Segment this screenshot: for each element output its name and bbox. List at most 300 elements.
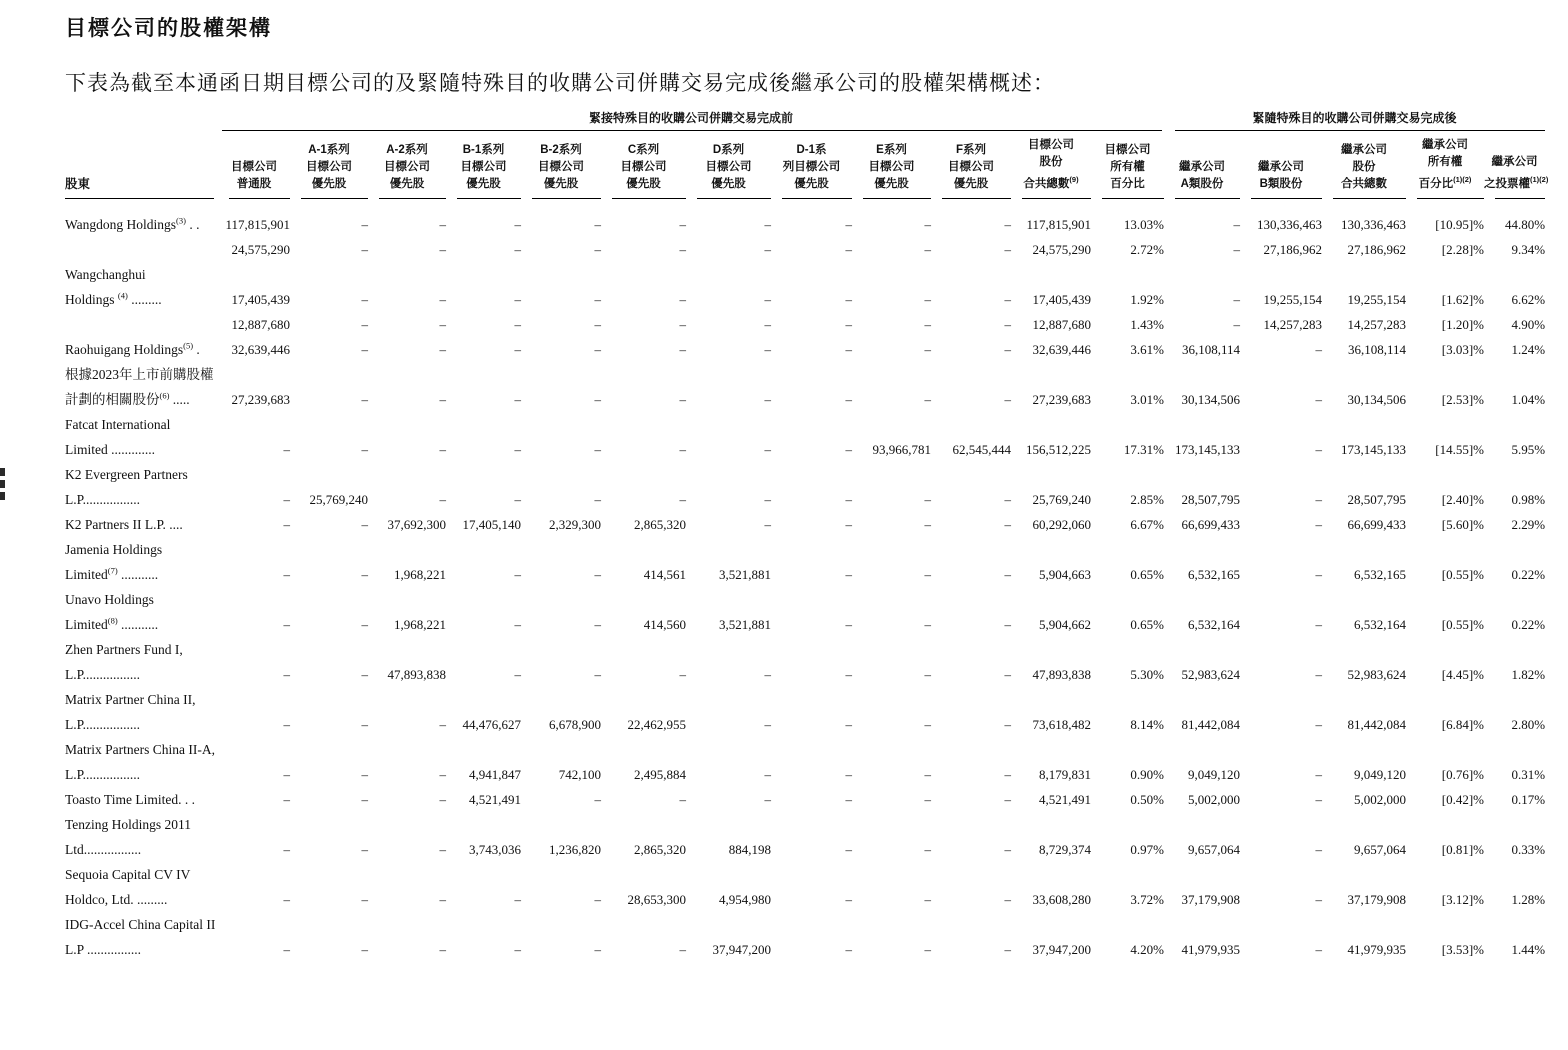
table-cell-successor-voting-power: 4.90% <box>1511 316 1546 332</box>
column-header-line: 普通股 <box>236 177 272 190</box>
column-header-line: 優先股 <box>874 177 909 190</box>
table-row <box>65 337 1545 362</box>
table-cell-series-c-preferred: 28,653,300 <box>627 891 686 907</box>
table-cell-series-a1-preferred: – <box>361 941 368 957</box>
table-cell-series-a1-preferred: – <box>361 291 368 307</box>
table-row <box>65 212 1545 237</box>
table-cell-series-f-preferred: – <box>1004 241 1011 257</box>
table-cell-successor-class-a: – <box>1233 241 1241 257</box>
shareholder-name: Unavo Holdings <box>65 591 154 607</box>
table-cell-series-c-preferred: – <box>679 341 686 357</box>
table-cell-series-b1-preferred: – <box>514 666 521 682</box>
empty-cells <box>218 462 1545 487</box>
column-header-series-a1-preferred <box>290 131 368 199</box>
table-cell-successor-class-a: 9,657,064 <box>1188 841 1241 857</box>
table-cell-series-d-preferred: 884,198 <box>728 841 771 857</box>
table-cell-series-e-preferred: – <box>924 291 931 307</box>
table-cell-series-f-preferred: – <box>1004 716 1011 732</box>
group-header-pre <box>218 110 1164 131</box>
column-header-line: 目標公司 <box>1028 139 1074 151</box>
edge-mark <box>0 480 5 488</box>
table-cell-successor-class-b: – <box>1315 791 1323 807</box>
table-cell-series-d1-preferred: – <box>845 941 852 957</box>
table-cell-series-b2-preferred: – <box>594 891 601 907</box>
table-cell-series-b2-preferred: – <box>594 616 601 632</box>
table-cell-successor-ownership-pct: [0.55]% <box>1441 566 1485 582</box>
column-header-line: 股份 <box>1352 160 1376 173</box>
table-cell-successor-total-shares: 37,179,908 <box>1347 891 1407 907</box>
table-cell-series-c-preferred: – <box>679 216 686 232</box>
table-cell-successor-voting-power: 44.80% <box>1504 216 1546 232</box>
table-cell-successor-voting-power: 1.28% <box>1511 891 1546 907</box>
intro-paragraph: 下表為截至本通函日期目標公司的及緊隨特殊目的收購公司併購交易完成後繼承公司的股權架構概述： <box>65 71 1055 95</box>
column-header-line: 股份 <box>1039 156 1063 168</box>
table-cell-target-ownership-pct: 0.90% <box>1130 766 1165 782</box>
table-cell-series-a2-preferred: – <box>439 341 446 357</box>
table-cell-series-c-preferred: 2,865,320 <box>634 841 686 857</box>
table-cell-series-a2-preferred: – <box>439 391 446 407</box>
table-cell-series-f-preferred: – <box>1004 216 1011 232</box>
table-cell-series-a1-preferred: – <box>361 566 368 582</box>
table-cell-series-d1-preferred: – <box>845 616 852 632</box>
table-cell-successor-ownership-pct: [2.40]% <box>1441 491 1485 507</box>
table-row <box>65 412 1545 437</box>
table-cell-series-a1-preferred: – <box>361 616 368 632</box>
table-cell-target-total-shares: 37,947,200 <box>1032 941 1091 957</box>
table-cell-successor-class-b: – <box>1315 716 1323 732</box>
table-cell-target-total-shares: 5,904,662 <box>1039 616 1091 632</box>
table-cell-target-ownership-pct: 2.72% <box>1130 241 1165 257</box>
table-cell-successor-ownership-pct: [2.28]% <box>1441 241 1485 257</box>
table-cell-successor-total-shares: 14,257,283 <box>1347 316 1407 332</box>
column-header-line: C系列 <box>627 143 660 156</box>
group-header-spacer <box>65 110 218 131</box>
table-cell-series-d-preferred: 37,947,200 <box>712 941 771 957</box>
table-cell-series-d-preferred: 3,521,881 <box>719 616 771 632</box>
table-cell-target-ordinary-shares: – <box>283 791 290 807</box>
table-cell-successor-ownership-pct: [0.81]% <box>1441 841 1485 857</box>
table-cell-series-a1-preferred: – <box>361 766 368 782</box>
table-cell-successor-total-shares: 36,108,114 <box>1347 341 1407 357</box>
footnote-marker: (3) <box>176 215 186 226</box>
table-cell-successor-class-b: 27,186,962 <box>1263 241 1323 257</box>
table-cell-series-d1-preferred: – <box>845 716 852 732</box>
table-cell-series-d1-preferred: – <box>845 666 852 682</box>
column-header-line: 優先股 <box>953 177 989 190</box>
table-cell-series-f-preferred: – <box>1004 341 1011 357</box>
table-cell-successor-class-a: 173,145,133 <box>1175 441 1241 457</box>
table-cell-series-a1-preferred: – <box>361 241 368 257</box>
column-header-line: A-2系列 <box>386 143 428 156</box>
table-cell-series-e-preferred: 93,966,781 <box>872 441 931 457</box>
table-cell-series-c-preferred: – <box>679 441 686 457</box>
table-cell-target-ownership-pct: 0.65% <box>1130 616 1165 632</box>
footnote-marker: (8) <box>107 615 118 626</box>
table-cell-series-a2-preferred: – <box>439 941 446 957</box>
table-cell-series-e-preferred: – <box>924 791 931 807</box>
table-cell-series-b2-preferred: – <box>594 941 601 957</box>
table-cell-successor-total-shares: 5,002,000 <box>1354 791 1407 807</box>
table-cell-successor-total-shares: 52,983,624 <box>1347 666 1407 682</box>
column-header-line: A類股份 <box>1180 177 1224 190</box>
table-cell-series-b1-preferred: – <box>514 891 521 907</box>
table-cell-series-d1-preferred: – <box>845 516 852 532</box>
table-cell-target-ordinary-shares: – <box>283 566 290 582</box>
column-header-line: 列目標公司 <box>782 160 841 173</box>
table-cell-successor-voting-power: 0.22% <box>1511 566 1546 582</box>
table-cell-successor-ownership-pct: [14.55]% <box>1435 441 1485 457</box>
column-header-line: 繼承公司 <box>1341 143 1388 156</box>
table-cell-target-ordinary-shares: – <box>283 491 290 507</box>
table-cell-series-a1-preferred: – <box>361 791 368 807</box>
table-cell-series-b2-preferred: 1,236,820 <box>549 841 601 857</box>
table-cell-successor-voting-power: 5.95% <box>1511 441 1546 457</box>
table-cell-target-ordinary-shares: 117,815,901 <box>225 216 290 232</box>
table-cell-target-ordinary-shares: 27,239,683 <box>231 391 290 407</box>
table-cell-target-total-shares: 8,729,374 <box>1039 841 1091 857</box>
table-cell-series-b1-preferred: – <box>514 216 521 232</box>
table-cell-target-total-shares: 73,618,482 <box>1032 716 1091 732</box>
table-row <box>65 837 1545 862</box>
table-row <box>65 812 1545 837</box>
table-cell-series-a1-preferred: – <box>361 716 368 732</box>
empty-cells <box>218 737 1545 762</box>
column-header-series-d-preferred <box>686 131 771 199</box>
shareholder-name: 計劃的相關股份$^{(6)}$ ..... <box>65 390 190 407</box>
table-row <box>65 287 1545 312</box>
table-cell-target-ownership-pct: 1.92% <box>1130 291 1165 307</box>
shareholder-name: L.P................. <box>65 491 141 507</box>
table-cell-series-f-preferred: – <box>1004 566 1011 582</box>
shareholding-table-wrap <box>65 110 1549 962</box>
table-cell-successor-ownership-pct: [4.45]% <box>1441 666 1485 682</box>
table-cell-successor-ownership-pct: [1.62]% <box>1441 291 1485 307</box>
group-header-row <box>65 110 1545 131</box>
table-cell-series-b2-preferred: – <box>594 316 601 332</box>
table-cell-target-ordinary-shares: – <box>283 766 290 782</box>
table-cell-series-c-preferred: 22,462,955 <box>627 716 686 732</box>
table-cell-successor-total-shares: 6,532,165 <box>1354 566 1407 582</box>
column-header-line: F系列 <box>955 143 987 156</box>
table-cell-target-ordinary-shares: – <box>283 891 290 907</box>
table-row <box>65 762 1545 787</box>
table-cell-series-b1-preferred: – <box>514 241 521 257</box>
group-header-post-label: 緊隨特殊目的收購公司併購交易完成後 <box>1252 111 1457 125</box>
table-cell-target-total-shares: 8,179,831 <box>1039 766 1091 782</box>
table-row <box>65 312 1545 337</box>
table-cell-series-e-preferred: – <box>924 391 931 407</box>
table-cell-series-b1-preferred: – <box>514 316 521 332</box>
table-cell-successor-voting-power: 0.22% <box>1511 616 1546 632</box>
table-cell-target-ordinary-shares: – <box>283 616 290 632</box>
table-cell-series-a2-preferred: – <box>439 791 446 807</box>
table-cell-series-f-preferred: – <box>1004 516 1011 532</box>
table-cell-series-b2-preferred: – <box>594 241 601 257</box>
table-cell-successor-total-shares: 66,699,433 <box>1347 516 1407 532</box>
table-row <box>65 237 1545 262</box>
table-cell-successor-class-a: 5,002,000 <box>1188 791 1241 807</box>
table-row <box>65 662 1545 687</box>
empty-cells <box>218 537 1545 562</box>
shareholder-name: Limited$^{(8)}$ ........... <box>65 615 159 632</box>
table-cell-series-a1-preferred: – <box>361 341 368 357</box>
column-header-target-ordinary-shares <box>218 131 290 199</box>
table-cell-successor-ownership-pct: [0.76]% <box>1441 766 1485 782</box>
table-cell-series-d-preferred: – <box>764 441 771 457</box>
empty-cells <box>218 412 1545 437</box>
table-row <box>65 712 1545 737</box>
table-cell-series-a2-preferred: – <box>439 441 446 457</box>
table-row <box>65 487 1545 512</box>
table-cell-series-f-preferred: – <box>1004 316 1011 332</box>
column-header-line: 優先股 <box>389 177 425 190</box>
table-cell-series-a2-preferred: – <box>439 891 446 907</box>
table-cell-successor-voting-power: 0.31% <box>1511 766 1546 782</box>
column-header-line: 目標公司 <box>231 160 277 173</box>
table-cell-series-a1-preferred: – <box>361 841 368 857</box>
column-header-line: 目標公司 <box>948 160 994 173</box>
table-cell-successor-ownership-pct: [1.20]% <box>1441 316 1485 332</box>
table-cell-series-b2-preferred: 2,329,300 <box>549 516 601 532</box>
table-cell-series-d-preferred: – <box>764 316 771 332</box>
table-cell-series-b1-preferred: 44,476,627 <box>462 716 521 732</box>
table-cell-successor-ownership-pct: [10.95]% <box>1435 216 1485 232</box>
table-cell-target-ownership-pct: 5.30% <box>1130 666 1165 682</box>
table-cell-series-e-preferred: – <box>924 666 931 682</box>
table-cell-series-e-preferred: – <box>924 241 931 257</box>
shareholder-name: L.P................. <box>65 666 141 682</box>
table-cell-series-b2-preferred: – <box>594 791 601 807</box>
footnote-marker: (4) <box>117 290 128 301</box>
column-header-line: 繼承公司 <box>1491 156 1538 168</box>
table-cell-series-b1-preferred: – <box>514 941 521 957</box>
table-cell-series-a2-preferred: – <box>439 766 446 782</box>
shareholder-name <box>65 312 218 337</box>
table-cell-successor-class-a: – <box>1233 216 1241 232</box>
column-header-line: 優先股 <box>794 177 829 190</box>
shareholder-name: K2 Evergreen Partners <box>65 466 188 482</box>
table-cell-series-d-preferred: – <box>764 516 771 532</box>
column-header-successor-total-shares <box>1322 131 1406 199</box>
table-cell-successor-ownership-pct: [0.42]% <box>1441 791 1485 807</box>
table-cell-series-b1-preferred: – <box>514 566 521 582</box>
table-cell-target-total-shares: 33,608,280 <box>1032 891 1091 907</box>
table-cell-series-a1-preferred: – <box>361 891 368 907</box>
table-cell-successor-total-shares: 130,336,463 <box>1341 216 1407 232</box>
table-cell-target-ordinary-shares: – <box>283 516 290 532</box>
table-cell-successor-class-b: – <box>1315 666 1323 682</box>
table-cell-successor-total-shares: 9,049,120 <box>1354 766 1407 782</box>
column-header-line: 優先股 <box>311 177 347 190</box>
table-cell-series-c-preferred: 414,560 <box>643 616 686 632</box>
table-cell-target-ownership-pct: 0.97% <box>1130 841 1165 857</box>
table-cell-series-a1-preferred: – <box>361 316 368 332</box>
table-cell-successor-class-b: – <box>1315 516 1323 532</box>
table-cell-successor-class-a: – <box>1233 291 1241 307</box>
table-row <box>65 437 1545 462</box>
table-cell-successor-class-a: 28,507,795 <box>1181 491 1241 507</box>
table-cell-series-e-preferred: – <box>924 316 931 332</box>
shareholder-name: L.P................. <box>65 716 141 732</box>
table-cell-series-b1-preferred: 4,941,847 <box>469 766 521 782</box>
table-cell-target-ownership-pct: 13.03% <box>1123 216 1165 232</box>
column-header-line: 百分比 <box>1110 177 1145 190</box>
empty-cells <box>218 262 1545 287</box>
page-edge-artifact <box>0 468 6 504</box>
empty-cells <box>218 587 1545 612</box>
table-cell-series-b1-preferred: 17,405,140 <box>462 516 521 532</box>
column-header-line: 目標公司 <box>384 160 430 173</box>
table-cell-series-a1-preferred: – <box>361 391 368 407</box>
table-cell-series-d-preferred: 3,521,881 <box>719 566 771 582</box>
table-cell-series-a2-preferred: – <box>439 216 446 232</box>
table-cell-successor-voting-power: 2.80% <box>1511 716 1546 732</box>
table-cell-series-e-preferred: – <box>924 941 931 957</box>
column-header-line: 目標公司 <box>306 160 352 173</box>
shareholder-name: Sequoia Capital CV IV <box>65 866 191 882</box>
table-cell-successor-class-a: 37,179,908 <box>1181 891 1241 907</box>
table-cell-series-c-preferred: – <box>679 791 686 807</box>
table-cell-target-total-shares: 12,887,680 <box>1032 316 1091 332</box>
table-cell-series-e-preferred: – <box>924 516 931 532</box>
column-header-line: 百分比$^{(1)(2)}$ <box>1418 175 1472 190</box>
column-header-line: 優先股 <box>711 177 746 190</box>
table-cell-series-f-preferred: – <box>1004 391 1011 407</box>
shareholder-name: Matrix Partner China II, <box>65 691 196 707</box>
table-cell-successor-ownership-pct: [6.84]% <box>1441 716 1485 732</box>
table-cell-successor-total-shares: 19,255,154 <box>1347 291 1407 307</box>
table-cell-series-a1-preferred: – <box>361 516 368 532</box>
table-cell-series-d1-preferred: – <box>845 316 852 332</box>
table-row <box>65 587 1545 612</box>
table-cell-series-b2-preferred: – <box>594 216 601 232</box>
table-cell-successor-class-b: 19,255,154 <box>1263 291 1323 307</box>
column-header-series-f-preferred <box>931 131 1011 199</box>
table-cell-successor-voting-power: 0.98% <box>1511 491 1546 507</box>
table-cell-series-b2-preferred: – <box>594 291 601 307</box>
table-row <box>65 462 1545 487</box>
table-cell-successor-class-b: – <box>1315 941 1323 957</box>
shareholder-name: IDG-Accel China Capital II <box>65 916 216 932</box>
table-cell-successor-total-shares: 9,657,064 <box>1354 841 1407 857</box>
table-cell-series-c-preferred: – <box>679 491 686 507</box>
table-cell-successor-total-shares: 173,145,133 <box>1341 441 1407 457</box>
table-cell-series-c-preferred: – <box>679 241 686 257</box>
table-cell-series-b1-preferred: 4,521,491 <box>469 791 521 807</box>
table-cell-series-d1-preferred: – <box>845 491 852 507</box>
table-row <box>65 862 1545 887</box>
table-cell-series-b2-preferred: – <box>594 666 601 682</box>
shareholder-name: Limited ............. <box>65 441 155 457</box>
column-header-line: 合共總數$^{(9)}$ <box>1023 175 1079 190</box>
table-cell-target-ownership-pct: 3.61% <box>1130 341 1165 357</box>
table-cell-successor-class-b: – <box>1315 391 1323 407</box>
table-cell-successor-class-a: 52,983,624 <box>1181 666 1241 682</box>
footnote-marker: (5) <box>183 340 194 351</box>
table-cell-series-d-preferred: – <box>764 291 771 307</box>
column-header-line: 目標公司 <box>868 160 915 173</box>
table-cell-series-d-preferred: – <box>764 241 771 257</box>
table-cell-series-a2-preferred: 1,968,221 <box>394 566 446 582</box>
table-cell-series-d-preferred: – <box>764 716 771 732</box>
column-header-target-total-shares <box>1011 131 1091 199</box>
shareholding-table <box>65 110 1549 962</box>
table-cell-series-d-preferred: – <box>764 791 771 807</box>
footnote-marker: (6) <box>159 390 170 401</box>
table-cell-series-d1-preferred: – <box>845 391 852 407</box>
table-cell-target-total-shares: 156,512,225 <box>1026 441 1091 457</box>
column-header-shareholder <box>65 131 218 199</box>
table-cell-target-total-shares: 47,893,838 <box>1032 666 1091 682</box>
table-cell-successor-class-a: 6,532,164 <box>1188 616 1241 632</box>
table-cell-target-ordinary-shares: 24,575,290 <box>231 241 290 257</box>
table-cell-series-c-preferred: 414,561 <box>643 566 686 582</box>
table-cell-target-total-shares: 24,575,290 <box>1032 241 1091 257</box>
table-cell-successor-class-b: – <box>1315 441 1323 457</box>
table-cell-target-ordinary-shares: – <box>283 716 290 732</box>
table-cell-series-a2-preferred: – <box>439 291 446 307</box>
table-cell-successor-class-b: 130,336,463 <box>1257 216 1323 232</box>
column-header-line: 所有權 <box>1427 156 1463 168</box>
shareholder-name: Toasto Time Limited. . . <box>65 791 195 807</box>
shareholder-name: Raohuigang Holdings$^{(5)}$ . <box>65 340 200 357</box>
table-cell-successor-voting-power: 6.62% <box>1511 291 1546 307</box>
empty-cells <box>218 862 1545 887</box>
table-cell-series-f-preferred: – <box>1004 291 1011 307</box>
table-cell-successor-class-a: 30,134,506 <box>1181 391 1241 407</box>
table-cell-series-d-preferred: – <box>764 666 771 682</box>
column-header-successor-voting-power <box>1484 131 1549 199</box>
table-cell-series-f-preferred: – <box>1004 616 1011 632</box>
column-header-series-c-preferred <box>601 131 686 199</box>
table-cell-series-a1-preferred: – <box>361 666 368 682</box>
column-header-successor-class-a <box>1164 131 1240 199</box>
table-row <box>65 787 1545 812</box>
column-header-series-d1-preferred <box>771 131 852 199</box>
table-cell-successor-ownership-pct: [3.53]% <box>1441 941 1485 957</box>
table-cell-target-ownership-pct: 6.67% <box>1130 516 1165 532</box>
table-cell-series-a2-preferred: – <box>439 716 446 732</box>
table-cell-successor-ownership-pct: [3.03]% <box>1441 341 1485 357</box>
column-header-line: 目標公司 <box>538 160 584 173</box>
shareholder-name: 根據2023年上市前購股權 <box>65 366 214 382</box>
table-cell-series-a1-preferred: – <box>361 216 368 232</box>
table-cell-series-c-preferred: – <box>679 941 686 957</box>
table-cell-target-ordinary-shares: – <box>283 841 290 857</box>
table-cell-series-b1-preferred: – <box>514 291 521 307</box>
table-cell-series-e-preferred: – <box>924 716 931 732</box>
column-header-line: 優先股 <box>543 177 579 190</box>
table-cell-series-b1-preferred: – <box>514 441 521 457</box>
table-cell-successor-voting-power: 9.34% <box>1511 241 1546 257</box>
table-row <box>65 912 1545 937</box>
table-row <box>65 362 1545 387</box>
table-cell-series-e-preferred: – <box>924 491 931 507</box>
table-cell-series-d1-preferred: – <box>845 841 852 857</box>
shareholder-name: Fatcat International <box>65 416 171 432</box>
table-cell-target-ownership-pct: 2.85% <box>1130 491 1165 507</box>
table-cell-series-b2-preferred: 6,678,900 <box>549 716 601 732</box>
table-row <box>65 537 1545 562</box>
table-cell-target-total-shares: 27,239,683 <box>1032 391 1091 407</box>
column-header-line: B-1系列 <box>462 143 505 156</box>
table-cell-series-c-preferred: – <box>679 316 686 332</box>
table-cell-successor-class-b: – <box>1315 566 1323 582</box>
table-cell-target-ordinary-shares: 12,887,680 <box>231 316 290 332</box>
table-cell-successor-total-shares: 6,532,164 <box>1354 616 1407 632</box>
table-cell-series-b1-preferred: – <box>514 616 521 632</box>
shareholder-name: Limited$^{(7)}$ ........... <box>65 565 159 582</box>
